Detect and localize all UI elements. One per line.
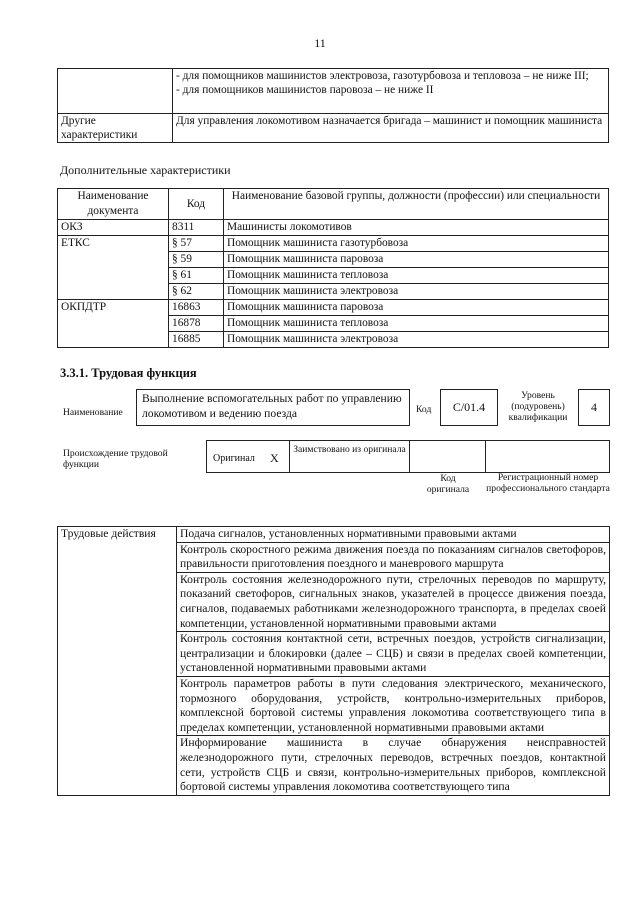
- name-label: Наименование: [63, 407, 123, 418]
- row-text: Для управления локомотивом назначается бригада – машинист и помощник машиниста: [173, 114, 609, 143]
- col-header-doc: Наименование документа: [58, 189, 169, 220]
- name-cell: Машинисты локомотивов: [224, 220, 609, 236]
- action-item: Информирование машиниста в случае обнаружения неисправностей железнодорожного пути, стрелочных переводов, встречных поездов, контактной сети, устройств СЦБ и связи, контрольно-измерительных приборов, комплексной бортовой системы управления локомотива соответствующего типа: [177, 736, 610, 795]
- reg-number-cell: [485, 440, 610, 473]
- name-cell: Помощник машиниста тепловоза: [224, 316, 609, 332]
- name-cell: Помощник машиниста электровоза: [224, 284, 609, 300]
- additional-heading: Дополнительные характеристики: [60, 163, 231, 177]
- table-row: [58, 300, 609, 316]
- level-box: [578, 389, 610, 426]
- row-text: - для помощников машинистов электровоза, газотурбовоза и тепловоза – не ниже III; - для помощников машинистов паровоза – не ниже II: [173, 69, 609, 114]
- original-label: Оригинал: [213, 453, 255, 464]
- function-name-box: [136, 389, 410, 426]
- qualification-table: [57, 68, 609, 143]
- code-cell: § 61: [169, 268, 224, 284]
- borrowed-label: Заимствовано из оригинала: [293, 444, 406, 455]
- level-label: Уровень (подуровень) квалификации: [508, 390, 568, 423]
- table-row: [58, 220, 609, 236]
- page-number: 11: [314, 36, 326, 50]
- doc-cell: ЕТКС: [58, 236, 169, 300]
- origin-label: Происхождение трудовой функции: [63, 448, 168, 470]
- action-item: Контроль параметров работы в пути следования электрического, механического, тормозного оборудования, устройств, контрольно-измерительных приборов, комплексной бортовой системы управления локомотива соответствующего типа в пределах компетенции, установленной нормативными правовыми актами: [177, 676, 610, 735]
- function-code-box: [440, 389, 498, 426]
- function-name: Выполнение вспомогательных работ по управлению локомотивом и ведению поезда: [142, 392, 402, 420]
- code-cell: 16885: [169, 332, 224, 348]
- code-cell: § 59: [169, 252, 224, 268]
- name-cell: Помощник машиниста тепловоза: [224, 268, 609, 284]
- action-item: Контроль скоростного режима движения поезда по показаниям сигналов светофоров, правильности приготовления поездного и маневрового маршрута: [177, 542, 610, 572]
- code-cell: 16878: [169, 316, 224, 332]
- original-cell: [206, 440, 290, 473]
- row-label: [58, 69, 173, 114]
- col-header-name: Наименование базовой группы, должности (профессии) или специальности: [224, 189, 609, 220]
- borrowed-cell: [289, 440, 410, 473]
- code-label: Код: [416, 404, 432, 415]
- doc-cell: ОКПДТР: [58, 300, 169, 348]
- name-cell: Помощник машиниста газотурбовоза: [224, 236, 609, 252]
- level-value: 4: [591, 400, 597, 414]
- table-row: [58, 527, 610, 543]
- action-item: Подача сигналов, установленных нормативными правовыми актами: [177, 527, 610, 543]
- function-code: С/01.4: [452, 400, 486, 414]
- actions-label: Трудовые действия: [58, 527, 177, 796]
- labor-actions-table: [57, 526, 610, 796]
- row-label: Другие характеристики: [58, 114, 173, 143]
- action-item: Контроль состояния железнодорожного пути, стрелочных переводов по маршруту, показаний светофоров, сигнальных знаков, указателей в процессе движения поезда, сигналов, подаваемых работниками железнодорожного транспорта, в пределах своей компетенции, установленной нормативными правовыми актами: [177, 572, 610, 631]
- doc-cell: ОКЗ: [58, 220, 169, 236]
- table-header-row: [58, 189, 609, 220]
- section-title: 3.3.1. Трудовая функция: [60, 366, 197, 380]
- table-row: [58, 69, 609, 114]
- original-mark: X: [270, 451, 279, 465]
- table-row: [58, 114, 609, 143]
- name-cell: Помощник машиниста паровоза: [224, 300, 609, 316]
- reg-number-caption: Регистрационный номер профессионального стандарта: [486, 472, 610, 494]
- original-code-cell: [409, 440, 486, 473]
- name-cell: Помощник машиниста электровоза: [224, 332, 609, 348]
- code-cell: § 57: [169, 236, 224, 252]
- characteristics-table: [57, 188, 609, 348]
- table-row: [58, 236, 609, 252]
- original-code-caption: Код оригинала: [426, 473, 470, 495]
- action-item: Контроль состояния контактной сети, встречных поездов, устройств сигнализации, централизации и блокировки (далее – СЦБ) и связи в пределах своей компетенции, установленной нормативными правовыми актами: [177, 632, 610, 677]
- col-header-code: Код: [169, 189, 224, 220]
- code-cell: § 62: [169, 284, 224, 300]
- code-cell: 16863: [169, 300, 224, 316]
- name-cell: Помощник машиниста паровоза: [224, 252, 609, 268]
- code-cell: 8311: [169, 220, 224, 236]
